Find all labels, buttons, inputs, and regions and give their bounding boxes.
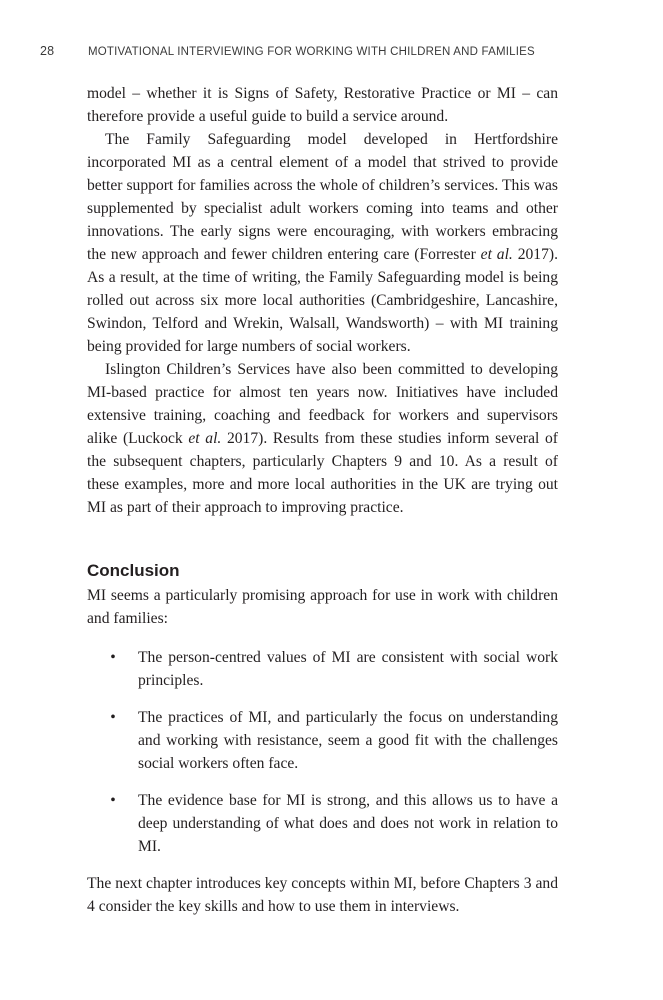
paragraph-3-text-a: Islington Children’s Services have also been committed to developing MI-based practice for almost ten years now. Initiatives have included extensive training, coaching and feedback for workers and supervisors alike (Luckock	[87, 361, 558, 447]
section-heading-conclusion: Conclusion	[87, 561, 180, 580]
bullet-list	[87, 646, 558, 858]
closing-paragraph: The next chapter introduces key concepts within MI, before Chapters 3 and 4 consider the key skills and how to use them in interviews.	[87, 875, 558, 915]
paragraph-2-text-b: 2017). As a result, at the time of writing, the Family Safeguarding model is being rolled out across six more local authorities (Cambridgeshire, Lancashire, Swindon, Telford and Wrekin, Walsall, Wandsworth) – with MI training being provided for large numbers of social workers.	[87, 246, 558, 355]
bullet-icon: •	[110, 709, 116, 726]
paragraph-1: model – whether it is Signs of Safety, Restorative Practice or MI – can therefore provide a useful guide to build a service around.	[87, 85, 558, 125]
running-head-title: MOTIVATIONAL INTERVIEWING FOR WORKING WITH CHILDREN AND FAMILIES	[88, 46, 535, 58]
bullet-icon: •	[110, 792, 116, 809]
conclusion-intro: MI seems a particularly promising approach for use in work with children and families:	[87, 587, 558, 627]
paragraph-2	[87, 128, 558, 358]
citation-et-al: et al.	[188, 430, 222, 447]
body-text	[87, 82, 558, 918]
citation-et-al: et al.	[480, 246, 513, 263]
list-item-text: The evidence base for MI is strong, and this allows us to have a deep understanding of what does and does not work in relation to MI.	[138, 792, 558, 855]
list-item	[107, 789, 558, 858]
bullet-icon: •	[110, 649, 116, 666]
list-item-text: The person-centred values of MI are consistent with social work principles.	[138, 649, 558, 689]
list-item	[107, 646, 558, 692]
page-number: 28	[40, 44, 55, 58]
paragraph-3-text-b: 2017). Results from these studies inform several of the subsequent chapters, particularly Chapters 9 and 10. As a result of these examples, more and more local authorities in the UK are trying out MI as part of their approach to improving practice.	[87, 430, 558, 516]
paragraph-3	[87, 358, 558, 519]
list-item-text: The practices of MI, and particularly the focus on understanding and working with resistance, seem a good fit with the challenges social workers often face.	[138, 709, 558, 772]
running-head	[40, 44, 623, 58]
list-item	[107, 706, 558, 775]
paragraph-2-text-a: The Family Safeguarding model developed in Hertfordshire incorporated MI as a central element of a model that strived to provide better support for families across the whole of children’s services. This was supplemented by specialist adult workers coming into teams and other innovations. The early signs were encouraging, with workers embracing the new approach and fewer children entering care (Forrester	[87, 131, 558, 263]
